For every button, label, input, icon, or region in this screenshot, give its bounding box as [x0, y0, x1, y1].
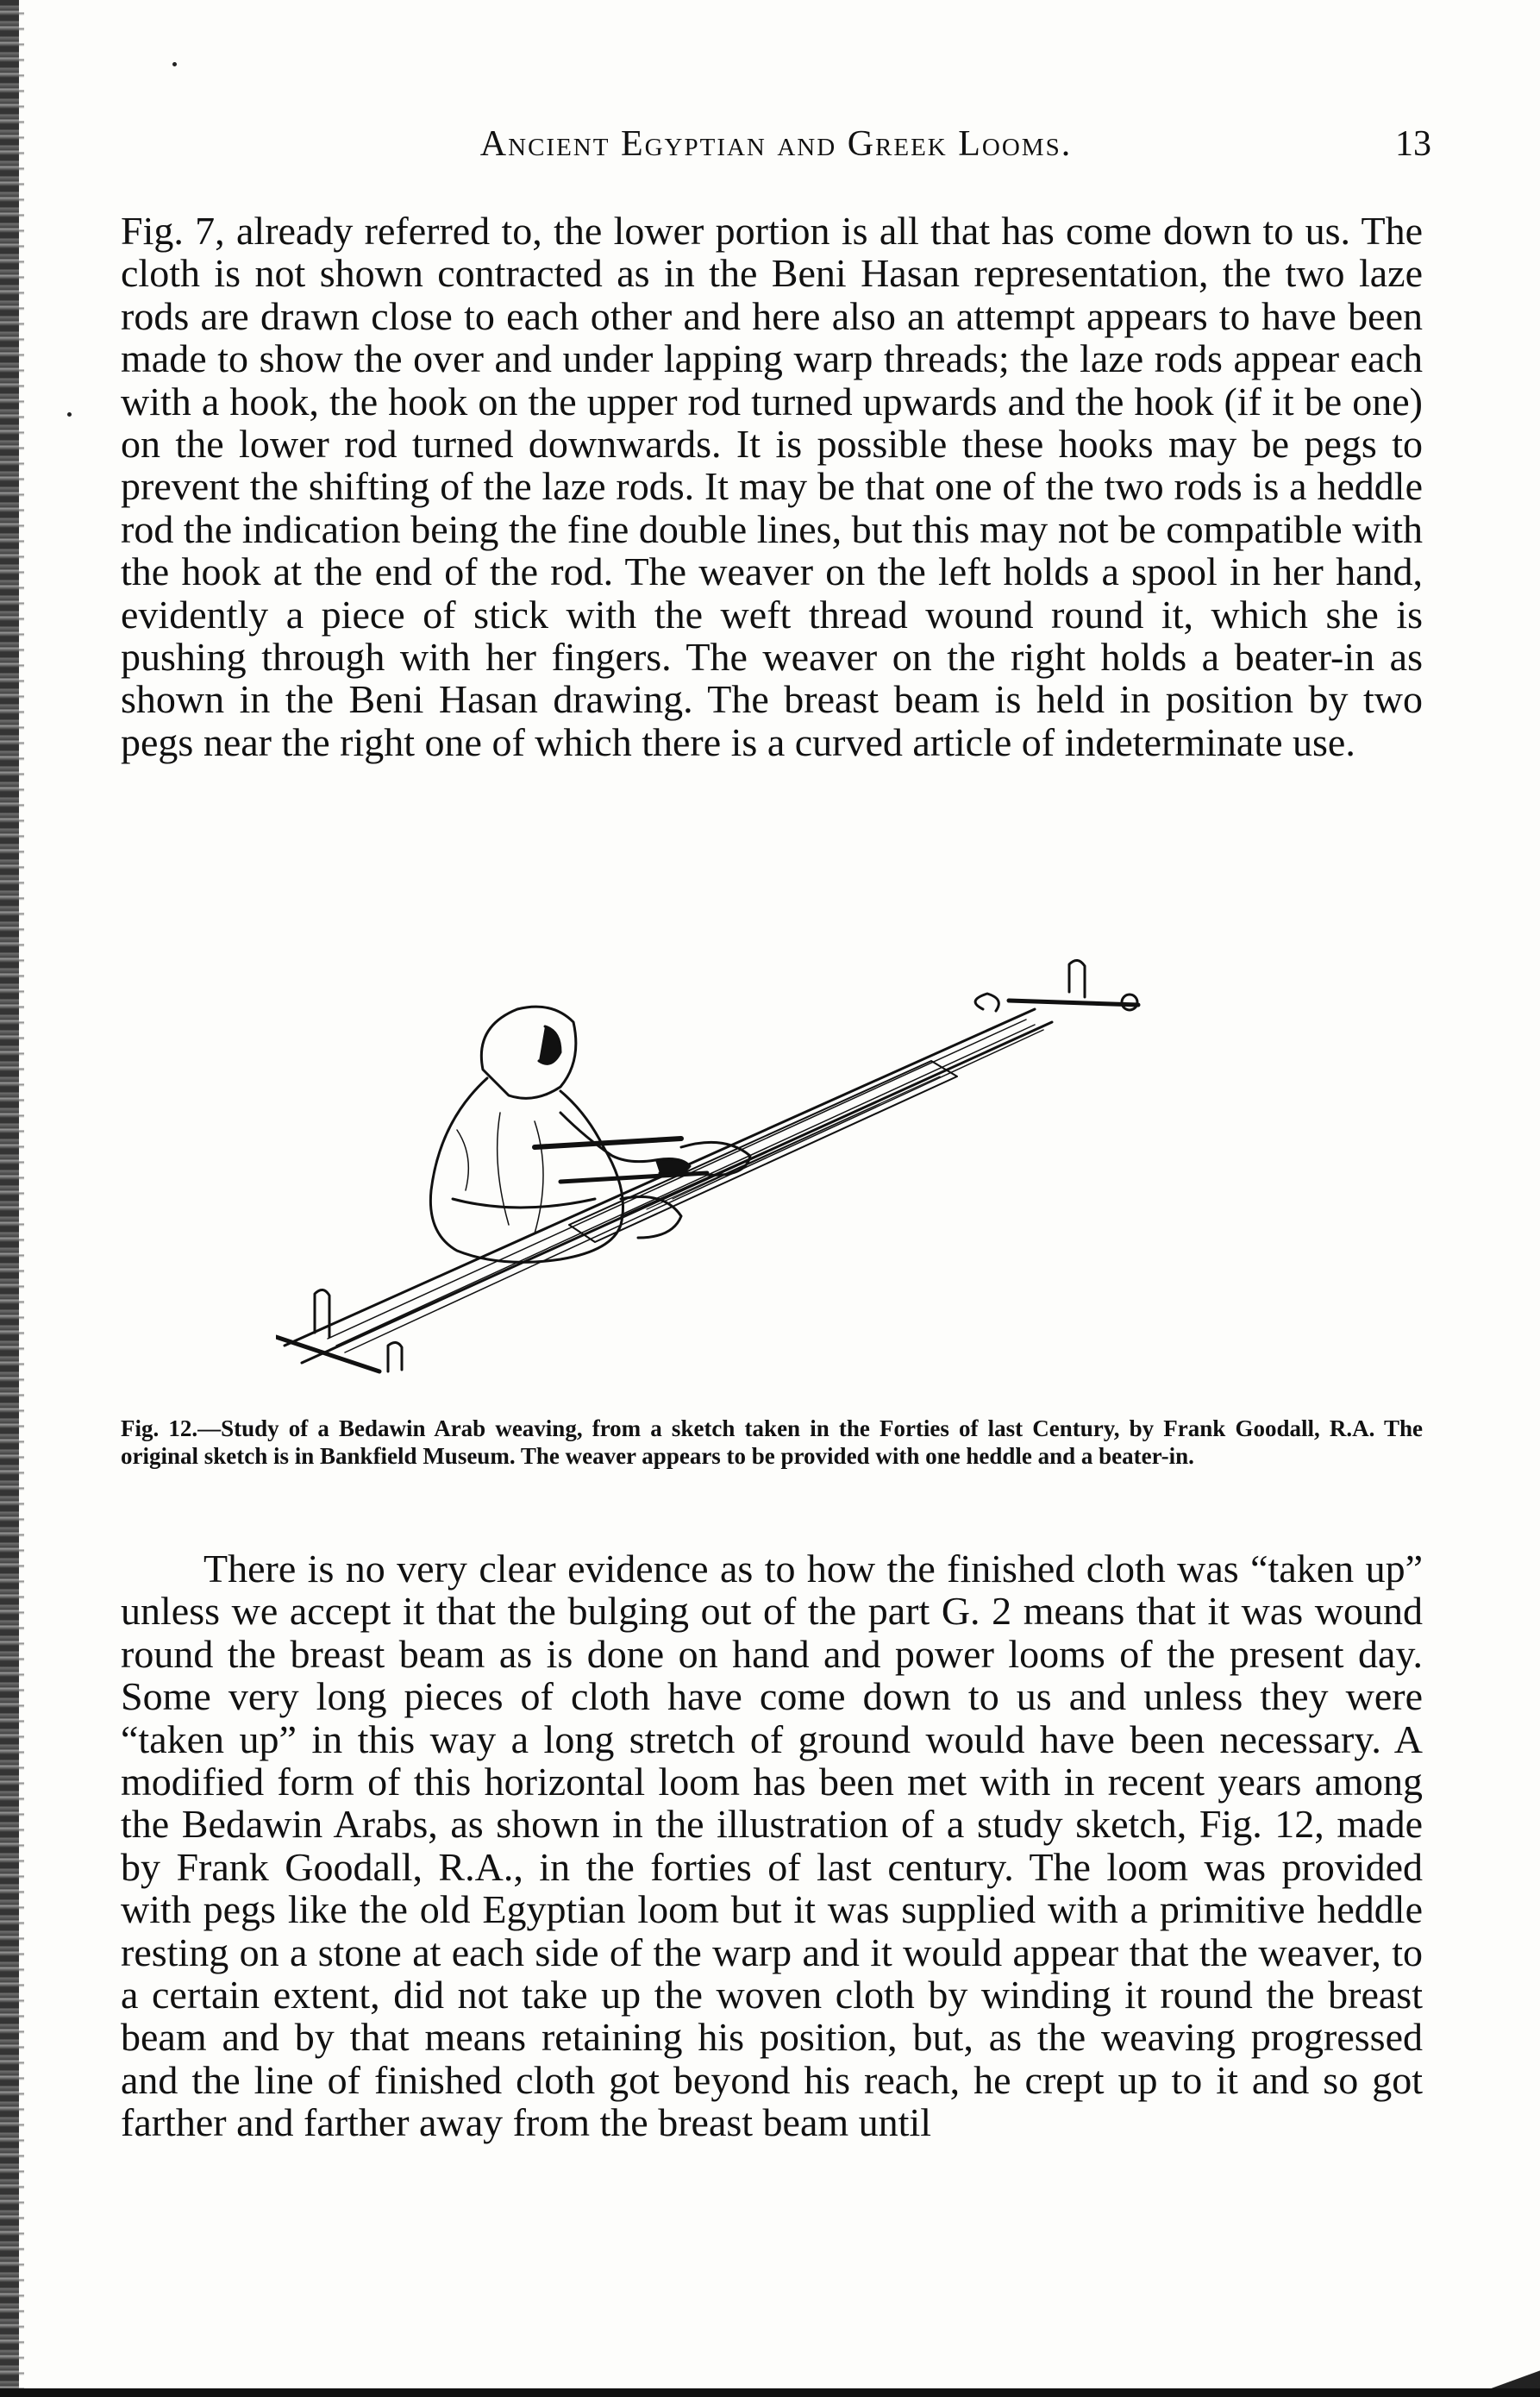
beater-in: [560, 1173, 707, 1182]
body-paragraph-1: Fig. 7, already referred to, the lower portion is all that has come down to us. The cloth is not shown contracted as in the Beni Hasan representation, the two laze rods are drawn close to each other and here also an attempt appears to have been made to show the over and under lapping warp threads; the laze rods appear each with a hook, the hook on the upper rod turned upwards and the hook (if it be one) on the lower rod turned downwards. It is possible these hooks may be pegs to prevent the shifting of the laze rods. It may be that one of the two rods is a heddle rod the indication being the fine double lines, but this may not be compatible with the hook at the end of the rod. The weaver on the left holds a spool in her hand, evidently a piece of stick with the weft thread wound round it, which she is pushing through with her fingers. The weaver on the right holds a beater-in as shown in the Beni Hasan drawing. The breast beam is held in position by two pegs near the right one of which there is a curved article of indeterminate use.: [121, 209, 1423, 764]
weaver-sash: [453, 1199, 595, 1208]
ink-speck: [172, 62, 177, 66]
weaver-arm: [560, 1113, 655, 1162]
body-paragraph-2: There is no very clear evidence as to how the finished cloth was “taken up” unless we accept it that the bulging out of the part G. 2 means that it was wound round the breast beam as is done on hand and power looms of the present day. Some very long pieces of cloth have come down to us and unless they were “taken up” in this way a long stretch of ground would have been necessary. A modified form of this horizontal loom has been met with in recent years among the Bedawin Arabs, as shown in the illustration of a study sketch, Fig. 12, made by Frank Goodall, R.A., in the forties of last century. The loom was provided with pegs like the old Egyptian loom but it was supplied with a primitive heddle resting on a stone at each side of the warp and it would appear that the weaver, to a certain extent, did not take up the woven cloth by winding it round the breast beam and by that means retaining his position, but, as the weaving progressed and the line of finished cloth got beyond his reach, he crept up to it and so got farther and farther away from the breast beam until: [121, 1547, 1423, 2145]
page-number: 13: [1395, 124, 1431, 164]
running-title: Ancient Egyptian and Greek Looms.: [479, 124, 1073, 164]
warp-end-beam: [1009, 1001, 1138, 1005]
fold-lines: [457, 1113, 543, 1233]
peg-right: [388, 1342, 402, 1371]
figure-caption: Fig. 12.—Study of a Bedawin Arab weaving, from a sketch taken in the Forties of last Century, by Frank Goodall, R.A. The original sketch is in Bankfield Museum. The weaver appears to be provided with one heddle and a beater-in.: [121, 1415, 1423, 1469]
cloth-hatch: [621, 1070, 948, 1216]
warp-thread: [345, 1030, 1043, 1352]
weaver-back: [430, 1078, 623, 1262]
weaver-hand: [655, 1159, 690, 1175]
page-spine-edge: [0, 0, 19, 2397]
bedawin-weaver-sketch: [276, 940, 1276, 1380]
page-bottom-edge: [0, 2388, 1540, 2397]
ink-speck: [67, 412, 72, 417]
weaver-face: [539, 1026, 560, 1064]
page-spine-shadow: [19, 0, 24, 2397]
running-head: [121, 123, 1431, 166]
breast-beam: [276, 1337, 379, 1371]
far-peg: [1069, 960, 1085, 997]
heddle-rod: [535, 1139, 681, 1147]
figure-12-illustration: [276, 940, 1276, 1380]
far-hook: [975, 994, 998, 1011]
warp-thread: [336, 1025, 1035, 1346]
